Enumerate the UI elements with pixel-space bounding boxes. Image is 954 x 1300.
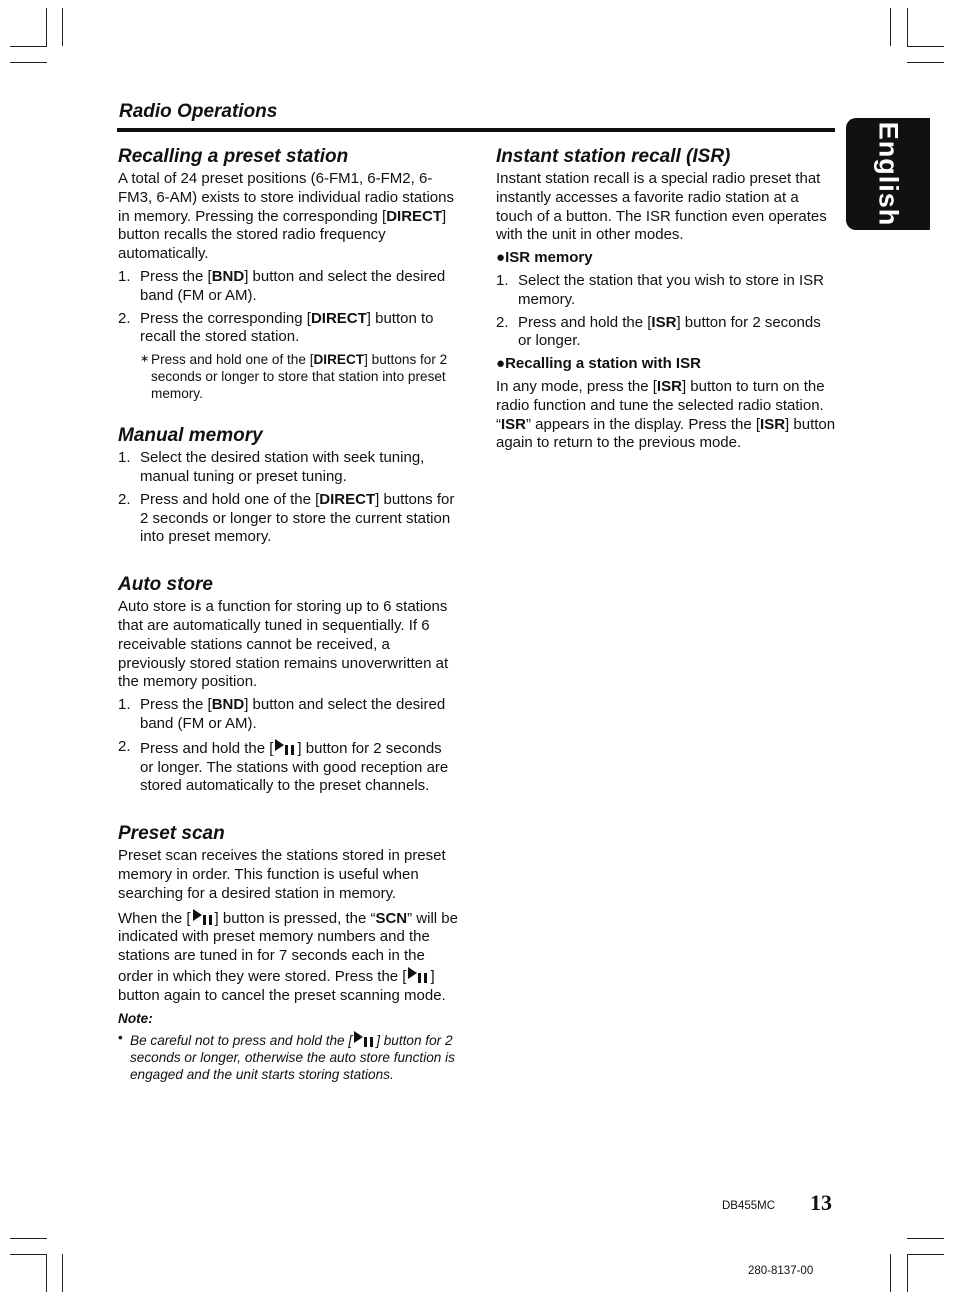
page-number: 13 xyxy=(810,1190,832,1215)
list-item: 2. Press and hold the [ ] button for 2 seconds or longer. The stations with good reception are stored automatically to the preset channels. xyxy=(118,737,449,795)
recall-title: Recalling a preset station xyxy=(118,146,349,167)
manual-title: Manual memory xyxy=(118,425,263,447)
isr-recall-label: ●Recalling a station with ISR xyxy=(496,355,701,373)
crop-mark xyxy=(62,8,63,46)
crop-mark xyxy=(907,62,944,63)
auto-title: Auto store xyxy=(118,574,213,596)
crop-mark xyxy=(907,8,908,46)
crop-mark xyxy=(10,1238,47,1239)
list-item: 1. Press the [BND] button and select the desired band (FM or AM). xyxy=(118,267,446,304)
isr-memory-label: ●ISR memory xyxy=(496,249,593,267)
crop-mark xyxy=(907,1254,908,1292)
list-item: 2. Press the corresponding [DIRECT] button to recall the stored station. xyxy=(118,309,434,346)
isr-title: Instant station recall (ISR) xyxy=(496,146,731,167)
list-item: 2. Press and hold the [ISR] button for 2 seconds or longer. xyxy=(496,313,821,350)
model-number: DB455MC xyxy=(722,1200,776,1212)
isr-intro: Instant station recall is a special radio preset that instantly accesses a favorite radio station at a touch of a button. The ISR function even operates with the unit in other modes. xyxy=(496,170,827,244)
recall-intro: A total of 24 preset positions (6-FM1, 6-FM2, 6-FM3, 6-AM) exists to store individual radio stations in memory. Pressing the corresponding [DIRECT] button recalls the stored radio frequency automatically. xyxy=(118,170,454,263)
play-pause-icon xyxy=(406,966,430,984)
crop-mark xyxy=(10,62,47,63)
crop-mark xyxy=(46,8,47,46)
crop-mark xyxy=(46,1254,47,1292)
language-tab xyxy=(846,118,930,230)
list-item: 1. Select the station that you wish to store in ISR memory. xyxy=(496,271,824,308)
crop-mark xyxy=(10,1254,47,1255)
auto-intro: Auto store is a function for storing up to 6 stations that are automatically tuned in sequentially. If 6 receivable stations cannot be received, a previously stored station remains unoverwritten at the memory position. xyxy=(118,598,449,691)
crop-mark xyxy=(907,46,944,47)
recall-subnote: ∗ Press and hold one of the [DIRECT] buttons for 2 seconds or longer to store that station into preset memory. xyxy=(140,352,448,402)
isr-recall-text: In any mode, press the [ISR] button to turn on the radio function and tune the selected radio station. “ISR” appears in the display. Press the [ISR] button again to return to the previous mode. xyxy=(496,377,836,452)
play-pause-icon xyxy=(352,1030,376,1048)
crop-mark xyxy=(907,1238,944,1239)
crop-mark xyxy=(890,1254,891,1292)
list-item: 1. Press the [BND] button and select the desired band (FM or AM). xyxy=(118,696,446,732)
section-header: Radio Operations xyxy=(119,101,278,122)
scan-p1: Preset scan receives the stations stored in preset memory in order. This function is useful when searching for a desired station in memory. xyxy=(118,847,446,902)
note-text: • Be careful not to press and hold the [ ] button for 2 seconds or longer, otherwise the auto store function is engaged and the unit starts storing stations. xyxy=(118,1030,455,1082)
note-label: Note: xyxy=(118,1010,153,1026)
header-rule xyxy=(117,128,835,132)
document-code: 280-8137-00 xyxy=(748,1265,814,1277)
crop-mark xyxy=(62,1254,63,1292)
crop-mark xyxy=(10,46,47,47)
list-item: 1. Select the desired station with seek tuning, manual tuning or preset tuning. xyxy=(118,449,425,485)
crop-mark xyxy=(890,8,891,46)
right-column xyxy=(496,145,838,457)
crop-mark xyxy=(907,1254,944,1255)
list-item: 2. Press and hold one of the [DIRECT] buttons for 2 seconds or longer to store the current station into preset memory. xyxy=(118,490,455,546)
play-pause-icon xyxy=(273,738,297,756)
scan-p2: When the [ ] button is pressed, the “SCN” will be indicated with preset memory numbers and the stations are tuned in for 7 seconds each in the order in which they were stored. Press the [ ] button again to cancel the preset scanning mode. xyxy=(118,909,458,1004)
left-column xyxy=(118,145,458,1084)
scan-title: Preset scan xyxy=(118,823,225,845)
language-tab-label: English xyxy=(873,121,904,227)
play-pause-icon xyxy=(191,908,215,926)
